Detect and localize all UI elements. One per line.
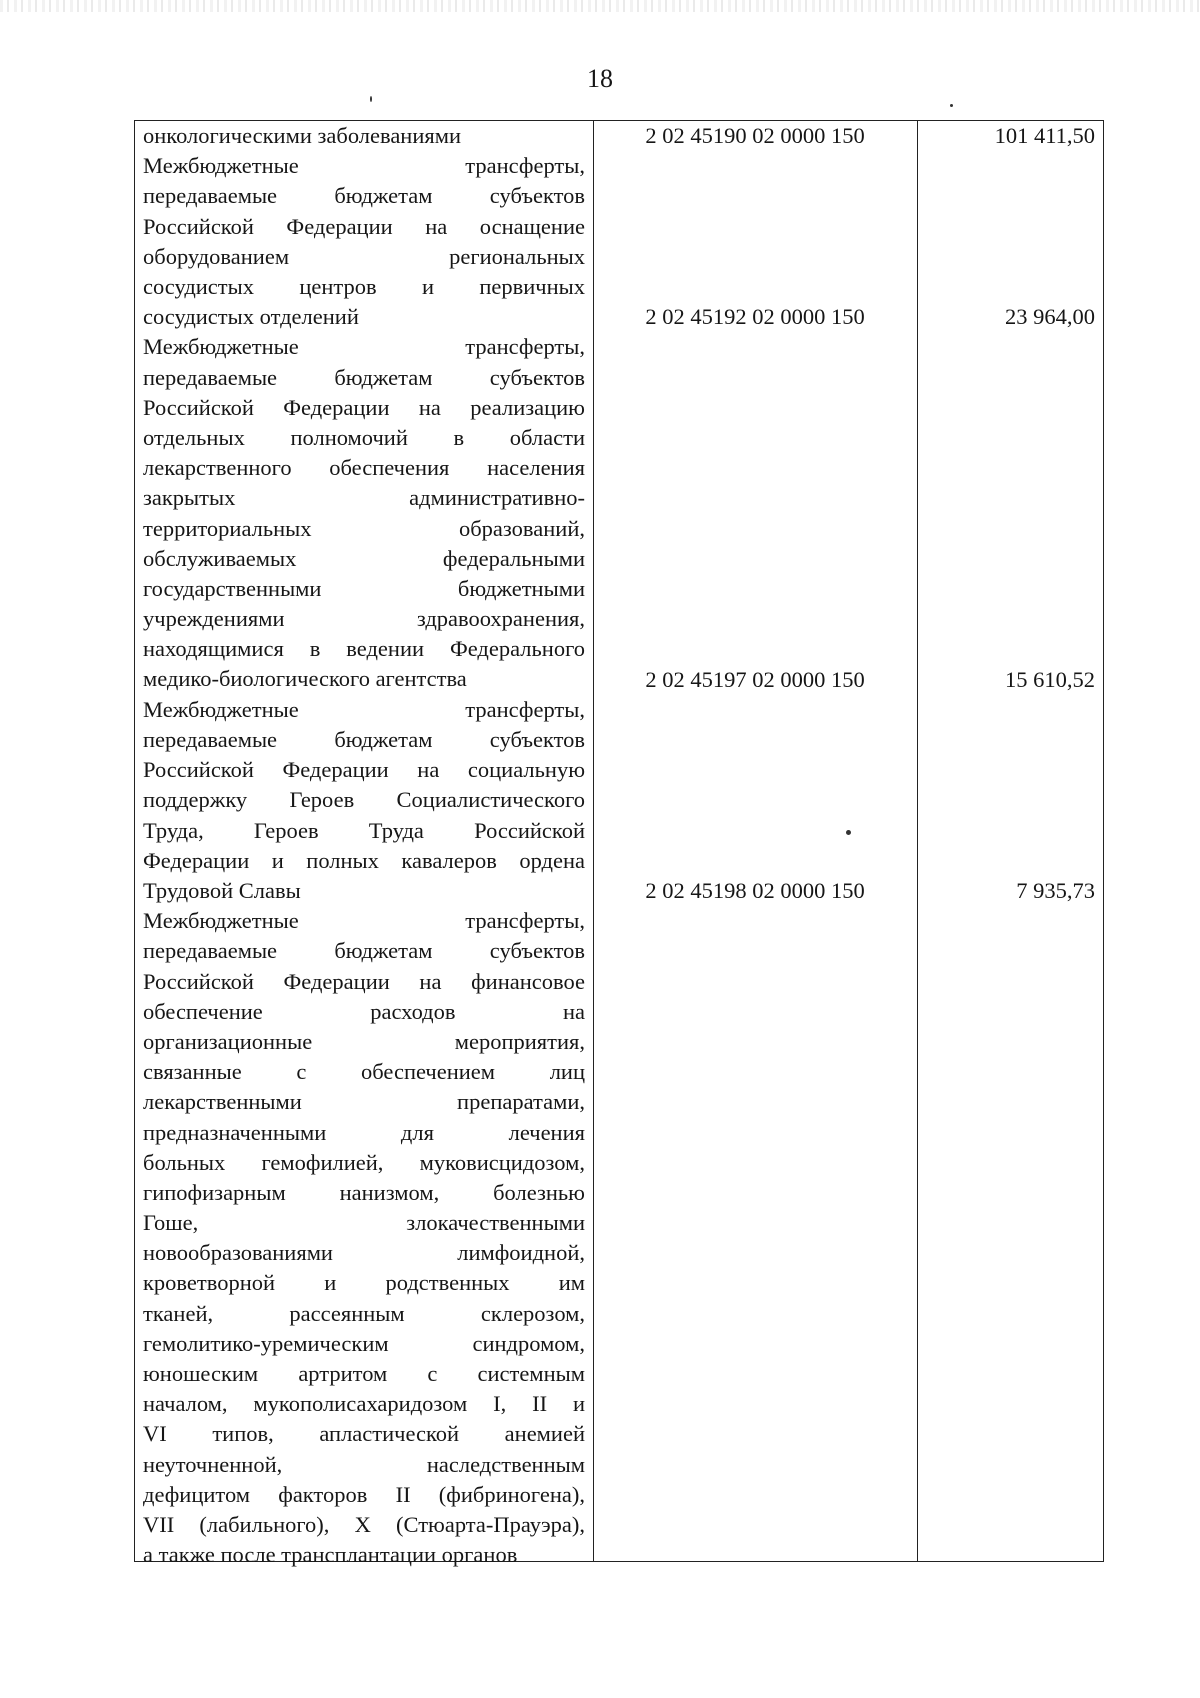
description-line: передаваемые бюджетам субъектов	[143, 183, 585, 209]
description-line: лекарственного обеспечения населения	[143, 455, 585, 481]
description-line: Труда, Героев Труда Российской	[143, 817, 585, 843]
amount-value: 23 964,00	[1005, 304, 1095, 330]
description-line: Межбюджетные трансферты,	[143, 908, 585, 934]
description-line: поддержку Героев Социалистического	[143, 787, 585, 813]
budget-table	[134, 120, 1104, 1568]
description-line: Трудовой Славы	[143, 877, 301, 903]
budget-classification-code: 2 02 45192 02 0000 150	[645, 304, 865, 330]
amount-value: 101 411,50	[994, 123, 1095, 148]
description-line: Российской Федерации на финансовое	[143, 968, 585, 994]
description-line: началом, мукополисахаридозом I, II и	[143, 1391, 585, 1417]
row-description	[143, 121, 585, 151]
budget-classification-code: 2 02 45197 02 0000 150	[645, 666, 865, 692]
description-line: юношеским артритом с системным	[143, 1361, 585, 1386]
description-line: обеспечение расходов на	[143, 998, 585, 1024]
description-line: лекарственными препаратами,	[143, 1089, 585, 1115]
scan-speck	[370, 96, 372, 102]
amount-value: 15 610,52	[1005, 666, 1095, 692]
description-line: учреждениями здравоохранения,	[143, 606, 585, 632]
table-row	[135, 332, 1105, 694]
description-line: передаваемые бюджетам субъектов	[143, 364, 585, 390]
description-line: а также после трансплантации органов	[143, 1542, 518, 1568]
description-line: медико-биологического агентства	[143, 666, 467, 692]
amount-value: 7 935,73	[1016, 877, 1095, 903]
description-line: VI типов, апластической анемией	[143, 1421, 585, 1447]
description-line: неуточненной, наследственным	[143, 1451, 585, 1477]
budget-classification-code: 2 02 45190 02 0000 150	[645, 123, 865, 148]
description-line: Российской Федерации на оснащение	[143, 213, 585, 239]
page-number: 18	[587, 64, 613, 93]
description-line: Межбюджетные трансферты,	[143, 696, 585, 722]
row-description	[143, 695, 585, 906]
description-line: отдельных полномочий в области	[143, 424, 585, 450]
description-line: Федерации и полных кавалеров ордена	[143, 847, 585, 873]
description-line: обслуживаемых федеральными	[143, 545, 585, 571]
description-line: передаваемые бюджетам субъектов	[143, 938, 585, 964]
description-line: VII (лабильного), X (Стюарта-Прауэра),	[143, 1511, 585, 1537]
description-line: территориальных образований,	[143, 515, 585, 541]
row-description	[143, 151, 585, 332]
description-line: связанные с обеспечением лиц	[143, 1059, 585, 1085]
description-line: оборудованием региональных	[143, 243, 585, 269]
description-line: находящимися в ведении Федерального	[143, 636, 585, 662]
description-line: кроветворной и родственных им	[143, 1270, 585, 1296]
description-line: Межбюджетные трансферты,	[143, 334, 585, 360]
budget-classification-code: 2 02 45198 02 0000 150	[645, 877, 865, 903]
description-line: предназначенными для лечения	[143, 1119, 585, 1145]
description-line: Российской Федерации на реализацию	[143, 394, 585, 420]
description-line: новообразованиями лимфоидной,	[143, 1240, 585, 1266]
row-description	[143, 906, 585, 1570]
description-line: сосудистых центров и первичных	[143, 273, 585, 299]
description-line: государственными бюджетными	[143, 575, 585, 601]
description-line: Межбюджетные трансферты,	[143, 153, 585, 179]
description-line: тканей, рассеянным склерозом,	[143, 1300, 585, 1326]
description-line: организационные мероприятия,	[143, 1028, 585, 1054]
scan-edge-noise	[0, 0, 1200, 12]
table-row	[135, 151, 1105, 332]
scan-speck	[846, 830, 851, 835]
description-line: Гоше, злокачественными	[143, 1210, 585, 1236]
description-line: дефицитом факторов II (фибриногена),	[143, 1481, 585, 1507]
description-line: больных гемофилией, муковисцидозом,	[143, 1149, 585, 1175]
description-line: Российской Федерации на социальную	[143, 757, 585, 783]
scan-speck	[950, 104, 953, 107]
description-line: сосудистых отделений	[143, 304, 359, 330]
table-row	[135, 695, 1105, 906]
description-line: передаваемые бюджетам субъектов	[143, 726, 585, 752]
description-line: онкологическими заболеваниями	[143, 123, 462, 148]
description-line: гипофизарным нанизмом, болезнью	[143, 1179, 585, 1205]
row-description	[143, 332, 585, 694]
description-line: закрытых административно-	[143, 485, 585, 511]
table-row	[135, 121, 1105, 151]
table-row	[135, 906, 1105, 1570]
description-line: гемолитико-уремическим синдромом,	[143, 1330, 585, 1356]
